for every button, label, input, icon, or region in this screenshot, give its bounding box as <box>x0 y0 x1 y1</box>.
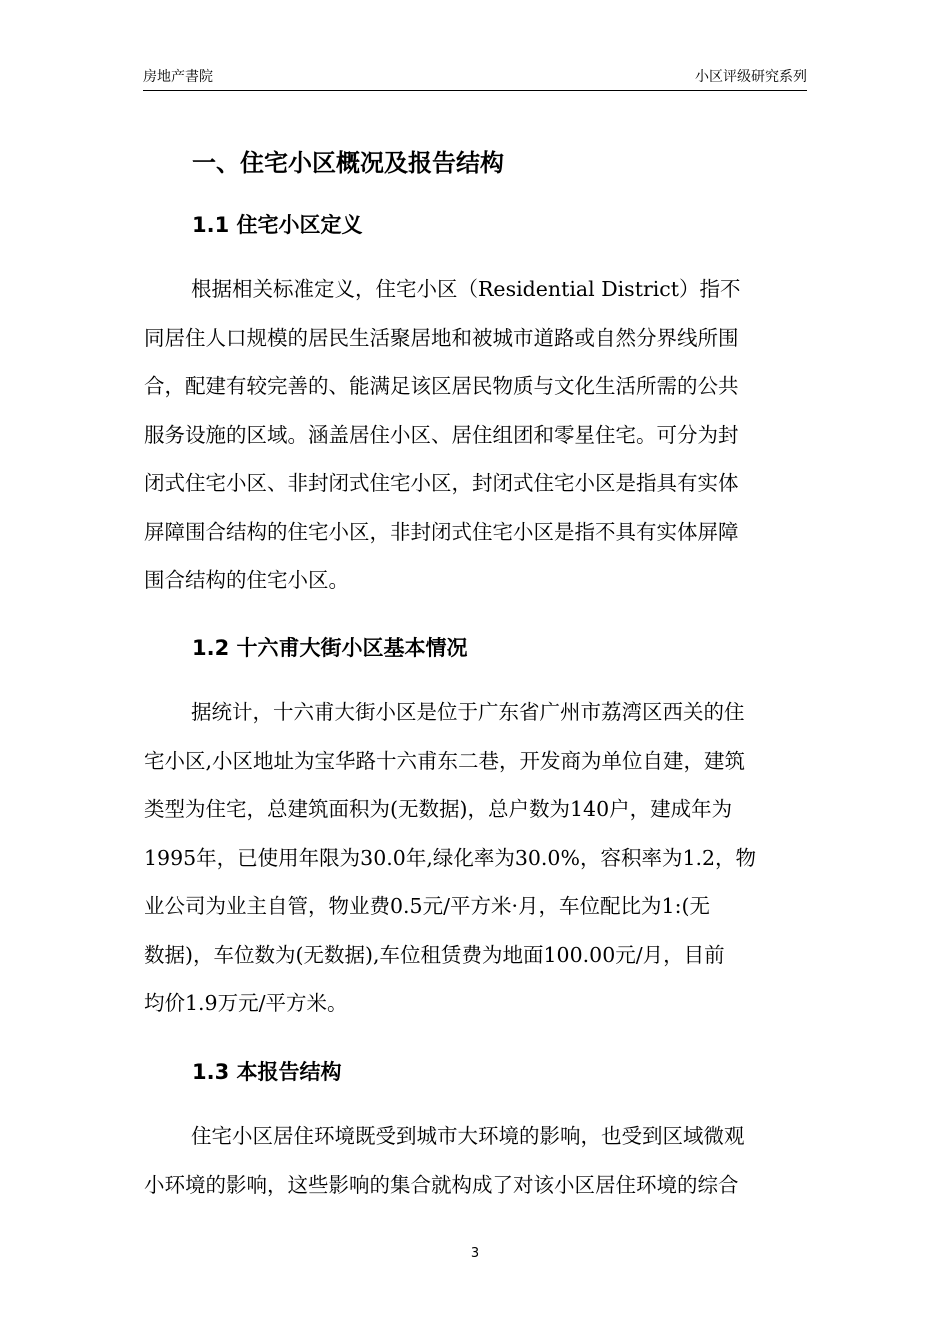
paragraph-line: 同居住人口规模的居民生活聚居地和被城市道路或自然分界线所围 <box>144 325 739 350</box>
header-series: 小区评级研究系列 <box>695 69 807 85</box>
paragraph-line: 围合结构的住宅小区。 <box>144 568 349 592</box>
section-heading-1-1: 1.1 住宅小区定义 <box>192 213 363 237</box>
paragraph-line: 服务设施的区域。涵盖居住小区、居住组团和零星住宅。可分为封 <box>144 422 739 447</box>
paragraph-line: 类型为住宅，总建筑面积为(无数据)，总户数为140户，建成年为 <box>144 797 733 821</box>
page-number: 3 <box>470 1246 480 1261</box>
paragraph-line: 闭式住宅小区、非封闭式住宅小区，封闭式住宅小区是指具有实体 <box>144 471 739 495</box>
paragraph-line: 宅小区,小区地址为宝华路十六甫东二巷，开发商为单位自建，建筑 <box>144 748 746 773</box>
section-heading-1-2: 1.2 十六甫大街小区基本情况 <box>192 636 468 660</box>
paragraph-line: 数据)，车位数为(无数据),车位租赁费为地面100.00元/月，目前 <box>144 942 725 967</box>
paragraph-line: 小环境的影响，这些影响的集合就构成了对该小区居住环境的综合 <box>144 1172 739 1197</box>
paragraph-line: 据统计，十六甫大街小区是位于广东省广州市荔湾区西关的住 <box>191 700 745 724</box>
header-publisher: 房地产書院 <box>143 69 213 85</box>
section-heading-1-3: 1.3 本报告结构 <box>192 1060 342 1084</box>
section-1-3-paragraph <box>144 1112 808 1209</box>
chapter-heading: 一、住宅小区概况及报告结构 <box>192 149 504 177</box>
paragraph-line: 合，配建有较完善的、能满足该区居民物质与文化生活所需的公共 <box>144 374 739 398</box>
paragraph-line: 屏障围合结构的住宅小区，非封闭式住宅小区是指不具有实体屏障 <box>144 519 739 544</box>
paragraph-line: 根据相关标准定义，住宅小区（Residential District）指不 <box>191 277 741 301</box>
paragraph-line: 均价1.9万元/平方米。 <box>144 991 348 1015</box>
paragraph-line: 业公司为业主自管，物业费0.5元/平方米·月，车位配比为1:(无 <box>144 894 710 918</box>
section-1-2-paragraph <box>144 688 808 1028</box>
section-1-1-paragraph <box>144 265 808 605</box>
paragraph-line: 住宅小区居住环境既受到城市大环境的影响，也受到区域微观 <box>191 1124 745 1148</box>
paragraph-line: 1995年，已使用年限为30.0年,绿化率为30.0%，容积率为1.2，物 <box>144 845 757 870</box>
page-header <box>143 64 807 91</box>
